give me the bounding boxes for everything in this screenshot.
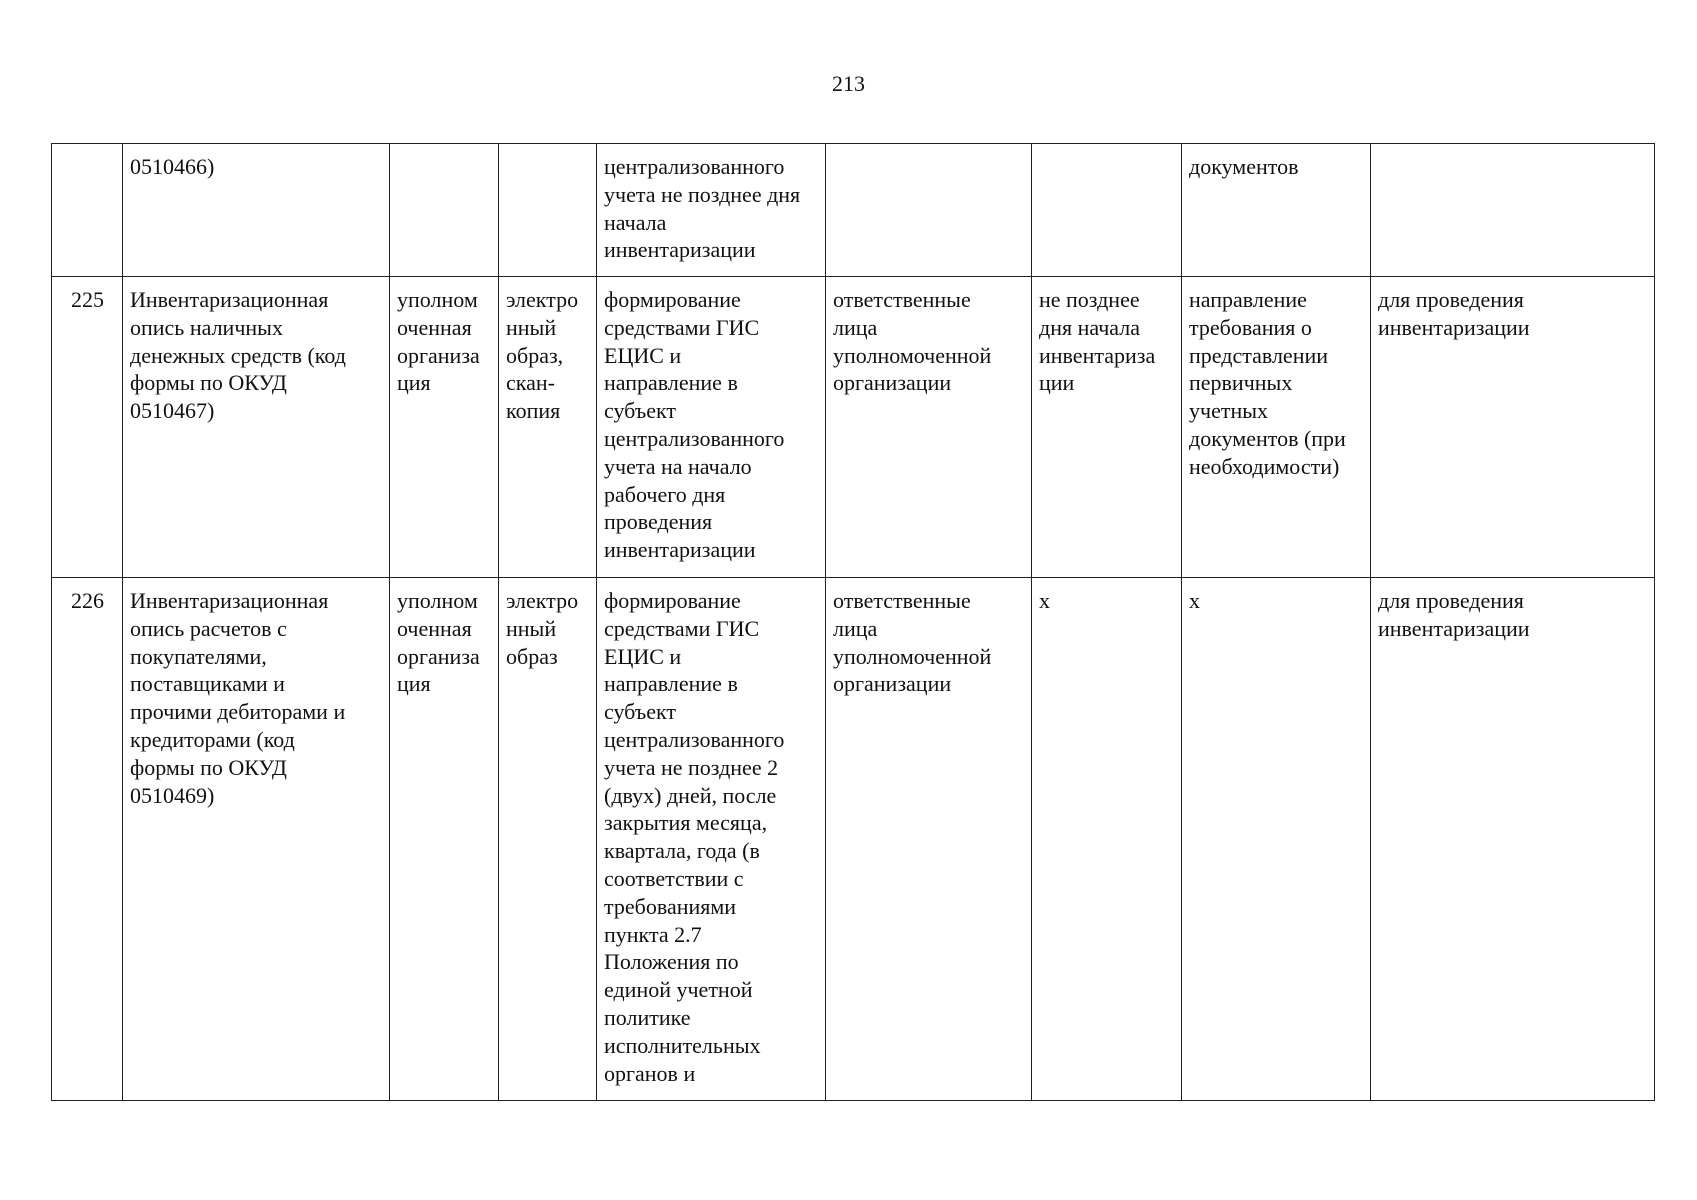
cell-text-line: требования о [1189, 314, 1312, 340]
deadline-cell [1032, 578, 1182, 1101]
cell-text-line: документов [1189, 154, 1299, 179]
cell-text-line: средствами ГИС [604, 615, 760, 641]
cell-text-line: организа [397, 643, 480, 669]
cell-text-line: закрытия месяца, [604, 810, 768, 836]
cell-text-line: не позднее [1039, 287, 1140, 312]
document-form-cell [499, 144, 597, 277]
cell-text-line: ЕЦИС и [604, 342, 682, 368]
purpose-cell [1371, 144, 1655, 277]
cell-text-line: организации [833, 671, 952, 697]
cell-text-line: пункта 2.7 [604, 921, 702, 947]
cell-text-line: органов и [604, 1060, 696, 1086]
cell-text-line: ция [397, 370, 431, 396]
cell-text-line: уполномоченной [833, 342, 992, 368]
action-cell [1182, 578, 1371, 1101]
cell-text-line: учета не позднее 2 [604, 754, 779, 780]
cell-text-line: единой учетной [604, 977, 753, 1003]
cell-text-line: опись наличных [130, 314, 283, 340]
cell-text-line: представлении [1189, 342, 1329, 368]
cell-text-line: лица [833, 314, 878, 340]
cell-text-line: формирование [604, 588, 741, 613]
organization-cell [390, 277, 499, 578]
cell-text-line: организации [833, 370, 952, 396]
cell-text-line: уполномоченной [833, 643, 992, 669]
cell-text-line: поставщиками и [130, 671, 285, 697]
cell-text-line: уполном [397, 588, 478, 613]
cell-text-line: централизованного [604, 154, 785, 179]
cell-text-line: электро [506, 588, 579, 613]
document-form-cell [499, 578, 597, 1101]
organization-cell [390, 578, 499, 1101]
purpose-cell [1371, 578, 1655, 1101]
cell-text-line: 0510469) [130, 782, 215, 808]
cell-text-line: для проведения [1378, 588, 1524, 613]
cell-text-line: централизованного [604, 425, 785, 451]
cell-text-line: (двух) дней, после [604, 782, 777, 808]
table-body [52, 144, 1655, 1101]
cell-text-line: ответственные [833, 588, 971, 613]
cell-text-line: квартала, года (в [604, 838, 760, 864]
document-name-cell [123, 578, 390, 1101]
cell-text-line: начала [604, 209, 667, 235]
action-cell [1182, 144, 1371, 277]
cell-text-line: инвентаризации [1378, 314, 1530, 340]
cell-text-line: дня начала [1039, 314, 1141, 340]
cell-text-line: инвентариза [1039, 342, 1156, 368]
responsible-persons-cell [826, 277, 1032, 578]
cell-text-line: электро [506, 287, 579, 312]
row-number-cell: 226 [52, 578, 123, 1101]
deadline-cell [1032, 277, 1182, 578]
cell-text-line: рабочего дня [604, 481, 726, 507]
cell-text-line: субъект [604, 398, 676, 424]
table-row [52, 144, 1655, 277]
row-number-cell: 225 [52, 277, 123, 578]
cell-text-line: политике [604, 1004, 691, 1030]
cell-text-line: направление в [604, 370, 738, 396]
page-number: 213 [832, 71, 865, 96]
procedure-cell [597, 578, 826, 1101]
cell-text-line: лица [833, 615, 878, 641]
cell-text-line: учетных [1189, 398, 1268, 424]
cell-text-line: исполнительных [604, 1032, 761, 1058]
document-registry-table [51, 143, 1655, 1101]
cell-text-line: проведения [604, 509, 713, 535]
cell-text-line: x [1039, 588, 1050, 613]
cell-text-line: субъект [604, 699, 676, 725]
cell-text-line: организа [397, 342, 480, 368]
cell-text-line: нный [506, 314, 557, 340]
cell-text-line: инвентаризации [604, 537, 756, 563]
document-form-cell [499, 277, 597, 578]
responsible-persons-cell [826, 144, 1032, 277]
cell-text-line: образ, [506, 342, 564, 368]
cell-text-line: нный [506, 615, 557, 641]
cell-text-line: опись расчетов с [130, 615, 287, 641]
cell-text-line: кредиторами (код [130, 726, 295, 752]
cell-text-line: документов (при [1189, 425, 1346, 451]
cell-text-line: 0510467) [130, 398, 215, 424]
cell-text-line: ции [1039, 370, 1075, 396]
cell-text-line: формы по ОКУД [130, 370, 287, 396]
cell-text-line: скан- [506, 370, 555, 396]
cell-text-line: копия [506, 398, 561, 424]
cell-text-line: инвентаризации [1378, 615, 1530, 641]
cell-text-line: централизованного [604, 726, 785, 752]
cell-text-line: образ [506, 643, 558, 669]
document-name-cell [123, 277, 390, 578]
procedure-cell [597, 277, 826, 578]
cell-text-line: Инвентаризационная [130, 588, 329, 613]
cell-text-line: Положения по [604, 949, 739, 975]
cell-text-line: требованиями [604, 893, 737, 919]
cell-text-line: для проведения [1378, 287, 1524, 312]
cell-text-line: ответственные [833, 287, 971, 312]
cell-text-line: оченная [397, 615, 472, 641]
cell-text-line: формирование [604, 287, 741, 312]
procedure-cell [597, 144, 826, 277]
deadline-cell [1032, 144, 1182, 277]
cell-text-line: x [1189, 588, 1200, 613]
organization-cell [390, 144, 499, 277]
row-number-cell [52, 144, 123, 277]
cell-text-line: направление в [604, 671, 738, 697]
cell-text-line: денежных средств (код [130, 342, 346, 368]
cell-text-line: прочими дебиторами и [130, 699, 346, 725]
action-cell [1182, 277, 1371, 578]
cell-text-line: ЕЦИС и [604, 643, 682, 669]
purpose-cell [1371, 277, 1655, 578]
cell-text-line: 0510466) [130, 154, 215, 179]
cell-text-line: первичных [1189, 370, 1293, 396]
cell-text-line: Инвентаризационная [130, 287, 329, 312]
cell-text-line: ция [397, 671, 431, 697]
cell-text-line: средствами ГИС [604, 314, 760, 340]
cell-text-line: соответствии с [604, 865, 744, 891]
cell-text-line: оченная [397, 314, 472, 340]
cell-text-line: формы по ОКУД [130, 754, 287, 780]
table-row [52, 578, 1655, 1101]
cell-text-line: необходимости) [1189, 453, 1340, 479]
cell-text-line: учета на начало [604, 453, 752, 479]
document-name-cell [123, 144, 390, 277]
responsible-persons-cell [826, 578, 1032, 1101]
cell-text-line: покупателями, [130, 643, 267, 669]
table-row [52, 277, 1655, 578]
cell-text-line: учета не позднее дня [604, 181, 801, 207]
cell-text-line: уполном [397, 287, 478, 312]
cell-text-line: инвентаризации [604, 237, 756, 263]
cell-text-line: направление [1189, 287, 1307, 312]
